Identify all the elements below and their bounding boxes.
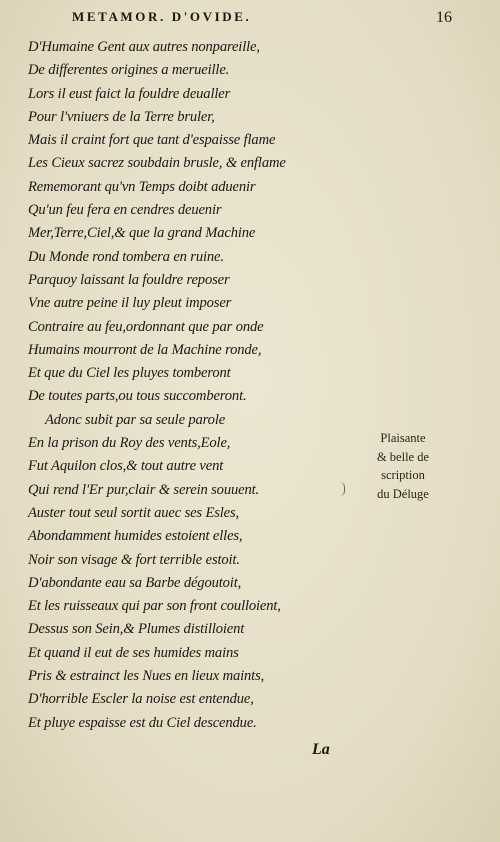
- verse-line: Contraire au feu,ordonnant que par onde: [28, 318, 264, 335]
- verse-line: Fut Aquilon clos,& tout autre vent: [28, 458, 224, 475]
- margin-note: [358, 429, 448, 503]
- verse-line: Et que du Ciel les pluyes tomberont: [28, 365, 231, 382]
- verse-line: Rememorant qu'vn Temps doibt aduenir: [28, 178, 256, 195]
- verse-line: De toutes parts,ou tous succomberont.: [28, 388, 247, 405]
- page-header: [72, 9, 452, 29]
- margin-note-line: du Déluge: [377, 486, 429, 501]
- verse-line: En la prison du Roy des vents,Eole,: [28, 435, 231, 452]
- page-number: 16: [436, 9, 452, 26]
- verse-line: Mer,Terre,Ciel,& que la grand Machine: [28, 225, 256, 242]
- verse-line: Dessus son Sein,& Plumes distilloient: [28, 621, 245, 638]
- verse-line: Du Monde rond tombera en ruine.: [28, 248, 224, 265]
- verse-line: Qui rend l'Er pur,clair & serein souuent.: [28, 481, 259, 498]
- verse-line: Et quand il eut de ses humides mains: [28, 644, 239, 661]
- margin-note-line: scription: [381, 468, 425, 482]
- verse-line: Pour l'vniuers de la Terre bruler,: [28, 108, 215, 125]
- verse-line: Les Cieux sacrez soubdain brusle, & enflame: [28, 155, 286, 172]
- margin-note-line: Plaisante: [380, 431, 426, 445]
- verse-line: Et pluye espaisse est du Ciel descendue.: [28, 714, 257, 731]
- verse-line: Parquoy laissant la fouldre reposer: [28, 271, 230, 288]
- running-title: METAMOR. D'OVIDE.: [72, 9, 252, 24]
- verse-line: Vne autre peine il luy pleut imposer: [28, 295, 232, 312]
- margin-note-line: & belle de: [376, 449, 430, 464]
- verse-line: Pris & estrainct les Nues en lieux maints,: [28, 668, 265, 685]
- verse-line: Noir son visage & fort terrible estoit.: [28, 551, 240, 568]
- verse-line: De differentes origines a merueille.: [28, 62, 230, 79]
- verse-text: [28, 36, 358, 735]
- verse-line: Abondamment humides estoient elles,: [28, 528, 243, 545]
- verse-line: Auster tout seul sortit auec ses Esles,: [28, 504, 240, 521]
- verse-line: Et les ruisseaux qui par son front coulloient,: [28, 598, 281, 615]
- verse-line: Lors il eust faict la fouldre deualler: [28, 85, 231, 102]
- verse-line: Mais il craint fort que tant d'espaisse flame: [28, 132, 276, 149]
- verse-line: D'Humaine Gent aux autres nonpareille,: [28, 39, 260, 55]
- verse-line: Humains mourront de la Machine ronde,: [28, 341, 262, 358]
- catchword: La: [312, 741, 330, 758]
- verse-line: Qu'un feu fera en cendres deuenir: [28, 202, 222, 219]
- verse-line: D'horrible Escler la noise est entendue,: [28, 691, 254, 708]
- verse-line: Adonc subit par sa seule parole: [45, 411, 226, 428]
- verse-line: D'abondante eau sa Barbe dégoutoit,: [28, 574, 242, 591]
